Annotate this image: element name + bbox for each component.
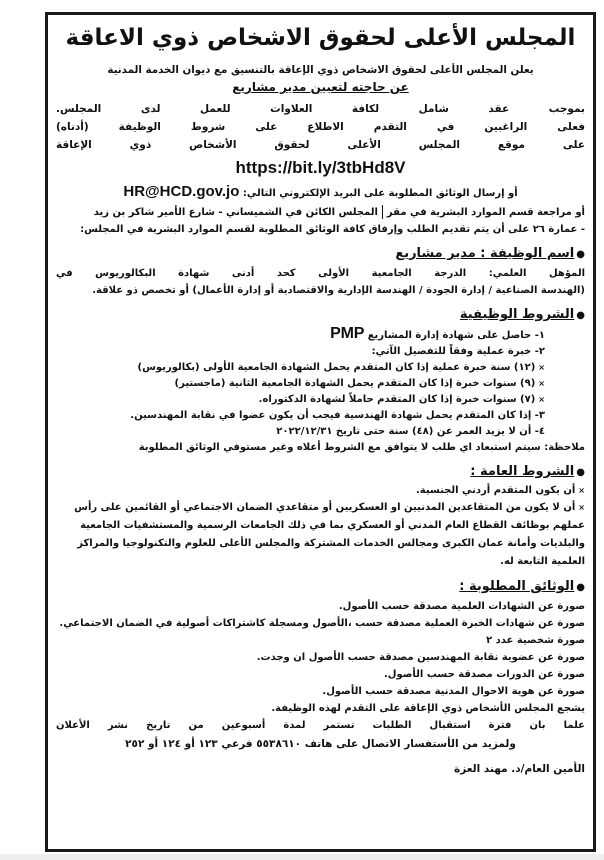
bullet-icon: ●: [576, 467, 585, 478]
paragraph-line: على موقع المجلس الأعلى لحقوق الأشخاص ذوي الإعاقة: [56, 139, 585, 151]
visit-line: [56, 204, 585, 221]
position-subheading: عن حاجته لتعيين مدير مشاريع: [232, 80, 409, 94]
required-documents-title: الوثائق المطلوبة :: [459, 579, 575, 594]
job-conditions-heading: [56, 305, 585, 326]
email-prefix: أو إرسال الوثائق المطلوبة على البريد الإلكتروني التالي:: [242, 188, 518, 199]
signature: الأمين العام/د. مهند العزة: [454, 763, 585, 775]
general-conditions-title: الشروط العامة :: [470, 464, 575, 479]
bullet-icon: ●: [576, 310, 585, 321]
document-item: صورة عن شهادات الخبرة العملية مصدقة حسب ،الأصول ومسجلة كاشتراكات أصولية في الضمان الاجتماعي.: [59, 618, 585, 629]
contact-line: ولمزيد من الأستفسار الاتصال على هاتف ٥٥٣٨٦١٠ فرعي ١٢٣ أو ١٢٤ أو ٢٥٢: [125, 738, 516, 750]
job-name-label: اسم الوظيفة : مدير مشاريع: [395, 246, 575, 261]
condition-item-2: ٢- خبرة عملية وفقاً للتفصيل الآتي:: [371, 346, 545, 357]
visit-line-part2: المجلس الكائن في الشميساني - شارع الأمير شاكر بن زيد: [93, 207, 378, 218]
application-url-link[interactable]: https://bit.ly/3tbHd8V: [235, 158, 406, 177]
closing-line: علما بان فترة استقبال الطلبات تستمر لمدة أسبوعين من تاريخ نشر الأعلان: [56, 720, 585, 731]
document-item: صورة عن هوية الاحوال المدنية مصدقة حسب الأصول.: [322, 686, 585, 697]
condition-item-1: [56, 326, 585, 344]
email-link[interactable]: HR@HCD.gov.jo: [123, 183, 240, 200]
note-line: ملاحظة: سيتم استبعاد اي طلب لا يتوافق مع الشروط أعلاه وغير مستوفي الوثائق المطلوبة: [138, 442, 585, 453]
paragraph-line: فعلى الراغبين في التقدم الاطلاع على شروط الوظيفة (أدناه): [56, 121, 585, 133]
x-bullet-icon: ×: [538, 395, 545, 404]
general-conditions-heading: [56, 462, 585, 483]
pmp-badge: PMP: [330, 325, 365, 342]
document-item: صورة عن الشهادات العلمية مصدقة حسب الأصول.: [338, 601, 585, 612]
intro-line: يعلن المجلس الأعلى لحقوق الاشخاص ذوي الإعاقة بالتنسيق مع ديوان الخدمة المدنية: [107, 64, 534, 76]
job-name-heading: [56, 244, 585, 265]
condition-item-3: ٣- إذا كان المتقدم يحمل شهادة الهندسية فيجب أن يكون عضوا في نقابة المهندسين.: [130, 410, 545, 421]
x-bullet-icon: ×: [578, 486, 585, 495]
x-bullet-icon: ×: [578, 503, 585, 512]
sub-item: ×(٩) سنوات خبرة إذا كان المتقدم يحمل الشهادة الجامعية الثانية (ماجستير): [174, 378, 545, 389]
bullet-icon: ●: [576, 582, 585, 593]
job-conditions-title: الشروط الوظيفية: [459, 307, 575, 322]
qualification-line: (الهندسة الصناعية / إدارة الجودة / الهندسة الإدارية والاقتصادية أو إدارة الأعمال) أو تخصص ذو علاقة.: [92, 285, 585, 296]
general-condition-item: ×أن لا يكون من المتقاعدين المدنيين او العسكريين أو متقاعدي الضمان الاجتماعي أو القائمين على رأس عملهم بوظائف القطاع العام المدني أو العسكري بما في ذلك الجامعات الرسمية والمستشفيات الجامعية والبلديات وأمانة عمان الكبرى ومجالس الخدمات المشتركة والمجلس الأعلى للعلوم والتكنولوجيا والمراكز العلمية التابعة له.: [74, 502, 585, 567]
separator: [382, 205, 383, 219]
condition-item-4: ٤- أن لا يزيد العمر عن (٤٨) سنة حتى تاريخ ٢٠٢٢/١٢/٣١: [276, 426, 545, 437]
condition-item-1-text: ١- حاصل على شهادة إدارة المشاريع: [367, 330, 545, 341]
sub-item: ×(٧) سنوات خبرة إذا كان المتقدم حاملاً لشهادة الدكتوراه.: [258, 394, 545, 405]
email-line: [56, 182, 585, 204]
announcement-title: المجلس الأعلى لحقوق الاشخاص ذوي الاعاقة: [65, 25, 576, 51]
announcement-frame: [45, 12, 596, 852]
x-bullet-icon: ×: [538, 363, 545, 372]
general-condition-item: ×أن يكون المتقدم أردني الجنسية.: [415, 485, 585, 496]
visit-line-part1: أو مراجعة قسم الموارد البشرية في مقر: [386, 207, 585, 218]
visit-line-2: - عمارة ٢٦ على أن يتم تقديم الطلب وإرفاق كافة الوثائق المطلوبة لقسم الموارد البشرية في المجلس:: [80, 224, 585, 235]
required-documents-heading: [56, 577, 585, 598]
paragraph-line: بموجب عقد شامل لكافة العلاوات للعمل لدى المجلس.: [56, 103, 585, 115]
document-item: يشجع المجلس الأشخاص ذوي الإعاقة على التقدم لهذه الوظيفة.: [271, 703, 585, 714]
page-bottom-strip: [0, 854, 604, 860]
document-item: صورة عن عضوية نقابة المهندسين مصدقة حسب الأصول ان وجدت.: [256, 652, 585, 663]
document-item: صورة شخصية عدد ٢: [486, 635, 585, 646]
bullet-icon: ●: [576, 249, 585, 260]
sub-item: ×(١٢) سنة خبرة عملية إذا كان المتقدم يحمل الشهادة الجامعية الأولى (بكالوريوس): [137, 362, 545, 373]
qualification-line: المؤهل العلمي: الدرجة الجامعية الأولى كحد أدنى شهادة البكالوريوس في: [56, 268, 585, 279]
document-item: صورة عن الدورات مصدقة حسب الأصول.: [384, 669, 585, 680]
x-bullet-icon: ×: [538, 379, 545, 388]
